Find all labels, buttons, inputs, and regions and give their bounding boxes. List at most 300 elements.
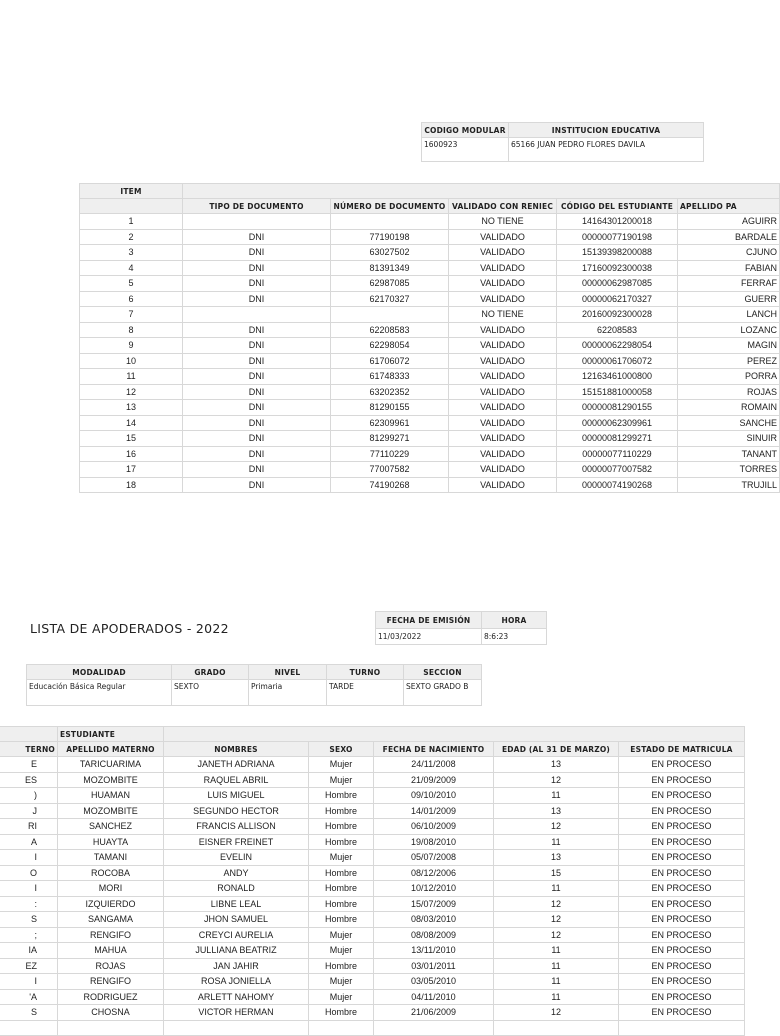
apellido-paterno-cell: ;: [0, 927, 58, 943]
nombres-cell: CREYCI AURELIA: [164, 927, 309, 943]
modalidad-header: MODALIDAD: [27, 665, 172, 680]
validado-reniec-cell: VALIDADO: [449, 229, 557, 245]
col-apellido-materno: APELLIDO MATERNO: [58, 742, 164, 757]
nombres-cell: ROSA JONIELLA: [164, 974, 309, 990]
apellido-materno-cell: IZQUIERDO: [58, 896, 164, 912]
sexo-cell: [309, 1020, 374, 1036]
item-cell: 18: [80, 477, 183, 493]
table-row: [0, 865, 745, 881]
apellido-paterno-cell: LANCH: [678, 307, 780, 323]
fecha-nacimiento-cell: 08/12/2006: [374, 865, 494, 881]
validado-reniec-cell: VALIDADO: [449, 477, 557, 493]
apellido-materno-cell: [58, 1020, 164, 1036]
tipo-documento-cell: DNI: [183, 229, 331, 245]
tipo-documento-cell: [183, 214, 331, 230]
sexo-cell: Hombre: [309, 881, 374, 897]
validado-reniec-cell: VALIDADO: [449, 322, 557, 338]
estado-matricula-cell: EN PROCESO: [619, 974, 745, 990]
fecha-nacimiento-cell: [374, 1020, 494, 1036]
sexo-cell: Hombre: [309, 912, 374, 928]
apellido-materno-cell: MORI: [58, 881, 164, 897]
nivel-header: NIVEL: [249, 665, 327, 680]
apellido-paterno-cell: ): [0, 788, 58, 804]
hora-header: HORA: [482, 612, 547, 629]
table-row: [80, 322, 780, 338]
sexo-cell: Mujer: [309, 989, 374, 1005]
apellido-paterno-cell: TORRES: [678, 462, 780, 478]
fecha-nacimiento-cell: 21/09/2009: [374, 772, 494, 788]
table-row: [0, 850, 745, 866]
sexo-cell: Hombre: [309, 819, 374, 835]
sexo-cell: Hombre: [309, 958, 374, 974]
codigo-estudiante-cell: 14164301200018: [557, 214, 678, 230]
validado-reniec-cell: VALIDADO: [449, 291, 557, 307]
apellido-paterno-cell: MAGIN: [678, 338, 780, 354]
validado-reniec-cell: NO TIENE: [449, 214, 557, 230]
page-title: LISTA DE APODERADOS - 2022: [30, 621, 229, 636]
nombres-cell: JANETH ADRIANA: [164, 757, 309, 773]
table-row: [80, 477, 780, 493]
details-table-clip: [0, 726, 768, 1024]
table-row: [80, 462, 780, 478]
validado-reniec-cell: VALIDADO: [449, 431, 557, 447]
codigo-modular-header: CODIGO MODULAR: [422, 123, 509, 138]
table-row: [80, 384, 780, 400]
table-row: [0, 788, 745, 804]
item-subheader: [80, 199, 183, 214]
estado-matricula-cell: EN PROCESO: [619, 927, 745, 943]
apellido-materno-cell: SANGAMA: [58, 912, 164, 928]
turno-header: TURNO: [327, 665, 404, 680]
codigo-estudiante-cell: 17160092300038: [557, 260, 678, 276]
table-row: [80, 446, 780, 462]
edad-cell: 11: [494, 788, 619, 804]
table-row: [0, 1005, 745, 1021]
institucion-header: INSTITUCION EDUCATIVA: [509, 123, 704, 138]
col-fecha-nacimiento: FECHA DE NACIMIENTO: [374, 742, 494, 757]
tipo-documento-cell: DNI: [183, 338, 331, 354]
estado-matricula-cell: EN PROCESO: [619, 881, 745, 897]
nombres-cell: VICTOR HERMAN: [164, 1005, 309, 1021]
details-header-left-spacer: [0, 727, 58, 742]
codigo-estudiante-cell: 00000081290155: [557, 400, 678, 416]
codigo-estudiante-cell: 00000074190268: [557, 477, 678, 493]
estado-matricula-cell: EN PROCESO: [619, 803, 745, 819]
estado-matricula-cell: EN PROCESO: [619, 772, 745, 788]
apellido-materno-cell: TARICUARIMA: [58, 757, 164, 773]
fecha-nacimiento-cell: 24/11/2008: [374, 757, 494, 773]
estado-matricula-cell: EN PROCESO: [619, 757, 745, 773]
table-row: [80, 338, 780, 354]
tipo-documento-cell: DNI: [183, 431, 331, 447]
codigo-estudiante-cell: 00000062298054: [557, 338, 678, 354]
grado-header: GRADO: [172, 665, 249, 680]
validado-reniec-cell: VALIDADO: [449, 446, 557, 462]
col-sexo: SEXO: [309, 742, 374, 757]
nombres-cell: EISNER FREINET: [164, 834, 309, 850]
apellido-materno-cell: HUAMAN: [58, 788, 164, 804]
fecha-nacimiento-cell: 08/03/2010: [374, 912, 494, 928]
fecha-nacimiento-cell: 06/10/2009: [374, 819, 494, 835]
apellido-materno-cell: MAHUA: [58, 943, 164, 959]
item-cell: 4: [80, 260, 183, 276]
col-estado-matricula: ESTADO DE MATRICULA: [619, 742, 745, 757]
tipo-documento-cell: DNI: [183, 353, 331, 369]
institution-table: [421, 122, 704, 162]
fecha-nacimiento-cell: 14/01/2009: [374, 803, 494, 819]
nombres-cell: ARLETT NAHOMY: [164, 989, 309, 1005]
numero-documento-cell: 62987085: [331, 276, 449, 292]
validado-reniec-cell: VALIDADO: [449, 353, 557, 369]
apellido-materno-cell: MOZOMBITE: [58, 772, 164, 788]
details-header-right-spacer: [164, 727, 745, 742]
table-row: [80, 431, 780, 447]
apellido-materno-cell: RODRIGUEZ: [58, 989, 164, 1005]
numero-documento-cell: 81299271: [331, 431, 449, 447]
item-cell: 11: [80, 369, 183, 385]
item-cell: 13: [80, 400, 183, 416]
numero-documento-cell: 81391349: [331, 260, 449, 276]
validado-reniec-cell: VALIDADO: [449, 462, 557, 478]
item-cell: 16: [80, 446, 183, 462]
sexo-cell: Mujer: [309, 757, 374, 773]
estado-matricula-cell: EN PROCESO: [619, 912, 745, 928]
apellido-paterno-cell: RI: [0, 819, 58, 835]
nivel-value: Primaria: [249, 680, 327, 706]
table-row: [0, 974, 745, 990]
codigo-estudiante-cell: 00000077110229: [557, 446, 678, 462]
tipo-documento-cell: DNI: [183, 245, 331, 261]
tipo-documento-cell: DNI: [183, 400, 331, 416]
table-row: [80, 276, 780, 292]
numero-documento-cell: 62309961: [331, 415, 449, 431]
col-validado-reniec: VALIDADO CON RENIEC: [449, 199, 557, 214]
level-table: [26, 664, 482, 706]
edad-cell: 12: [494, 927, 619, 943]
fecha-emision-header: FECHA DE EMISIÓN: [376, 612, 482, 629]
edad-cell: 15: [494, 865, 619, 881]
modalidad-value: Educación Básica Regular: [27, 680, 172, 706]
sexo-cell: Hombre: [309, 788, 374, 804]
numero-documento-cell: [331, 307, 449, 323]
edad-cell: 12: [494, 912, 619, 928]
col-edad: EDAD (AL 31 DE MARZO): [494, 742, 619, 757]
fecha-nacimiento-cell: 21/06/2009: [374, 1005, 494, 1021]
students-header-spacer: [183, 184, 780, 199]
edad-cell: [494, 1020, 619, 1036]
table-row: [80, 291, 780, 307]
apellido-paterno-cell: :: [0, 896, 58, 912]
apellido-materno-cell: ROCOBA: [58, 865, 164, 881]
fecha-nacimiento-cell: 15/07/2009: [374, 896, 494, 912]
edad-cell: 12: [494, 1005, 619, 1021]
apellido-paterno-cell: ES: [0, 772, 58, 788]
apellido-paterno-cell: EZ: [0, 958, 58, 974]
students-table-clip: [79, 183, 777, 495]
tipo-documento-cell: DNI: [183, 477, 331, 493]
validado-reniec-cell: VALIDADO: [449, 369, 557, 385]
table-row: [0, 772, 745, 788]
sexo-cell: Hombre: [309, 1005, 374, 1021]
apellido-materno-cell: RENGIFO: [58, 927, 164, 943]
codigo-modular-value: 1600923: [422, 138, 509, 162]
apellido-paterno-cell: S: [0, 1005, 58, 1021]
validado-reniec-cell: VALIDADO: [449, 276, 557, 292]
table-row: [80, 400, 780, 416]
codigo-estudiante-cell: 62208583: [557, 322, 678, 338]
apellido-paterno-cell: I: [0, 881, 58, 897]
sexo-cell: Mujer: [309, 943, 374, 959]
validado-reniec-cell: VALIDADO: [449, 415, 557, 431]
sexo-cell: Hombre: [309, 865, 374, 881]
col-apellido-paterno: APELLIDO PA: [678, 199, 780, 214]
table-row: [0, 943, 745, 959]
emission-table: [375, 611, 547, 645]
col-nombres: NOMBRES: [164, 742, 309, 757]
table-row: [0, 819, 745, 835]
fecha-nacimiento-cell: 09/10/2010: [374, 788, 494, 804]
table-row: [0, 803, 745, 819]
item-cell: 8: [80, 322, 183, 338]
table-row: [80, 245, 780, 261]
validado-reniec-cell: VALIDADO: [449, 260, 557, 276]
numero-documento-cell: 63027502: [331, 245, 449, 261]
estado-matricula-cell: EN PROCESO: [619, 943, 745, 959]
sexo-cell: Mujer: [309, 772, 374, 788]
item-cell: 5: [80, 276, 183, 292]
fecha-nacimiento-cell: 03/05/2010: [374, 974, 494, 990]
numero-documento-cell: 62298054: [331, 338, 449, 354]
codigo-estudiante-cell: 00000062170327: [557, 291, 678, 307]
apellido-paterno-cell: BARDALE: [678, 229, 780, 245]
sexo-cell: Hombre: [309, 896, 374, 912]
apellido-paterno-cell: ROJAS: [678, 384, 780, 400]
sexo-cell: Mujer: [309, 974, 374, 990]
nombres-cell: SEGUNDO HECTOR: [164, 803, 309, 819]
nombres-cell: JULLIANA BEATRIZ: [164, 943, 309, 959]
apellido-paterno-cell: FERRAF: [678, 276, 780, 292]
tipo-documento-cell: DNI: [183, 369, 331, 385]
table-row: [80, 260, 780, 276]
fecha-nacimiento-cell: 04/11/2010: [374, 989, 494, 1005]
edad-cell: 13: [494, 803, 619, 819]
tipo-documento-cell: DNI: [183, 446, 331, 462]
nombres-cell: RAQUEL ABRIL: [164, 772, 309, 788]
sexo-cell: Hombre: [309, 834, 374, 850]
institucion-value: 65166 JUAN PEDRO FLORES DAVILA: [509, 138, 704, 162]
apellido-paterno-cell: I: [0, 974, 58, 990]
table-row: [0, 912, 745, 928]
codigo-estudiante-cell: 15139398200088: [557, 245, 678, 261]
apellido-paterno-cell: A: [0, 834, 58, 850]
table-row: [80, 353, 780, 369]
table-row: [0, 896, 745, 912]
estado-matricula-cell: EN PROCESO: [619, 989, 745, 1005]
edad-cell: 12: [494, 896, 619, 912]
table-row: [80, 307, 780, 323]
table-row: [80, 214, 780, 230]
numero-documento-cell: 62170327: [331, 291, 449, 307]
item-cell: 7: [80, 307, 183, 323]
table-row: [0, 989, 745, 1005]
apellido-materno-cell: CHOSNA: [58, 1005, 164, 1021]
fecha-nacimiento-cell: 19/08/2010: [374, 834, 494, 850]
numero-documento-cell: 61748333: [331, 369, 449, 385]
edad-cell: 13: [494, 757, 619, 773]
table-row: [80, 369, 780, 385]
tipo-documento-cell: DNI: [183, 322, 331, 338]
nombres-cell: [164, 1020, 309, 1036]
apellido-paterno-cell: CJUNO: [678, 245, 780, 261]
validado-reniec-cell: VALIDADO: [449, 245, 557, 261]
apellido-paterno-cell: IA: [0, 943, 58, 959]
edad-cell: 11: [494, 989, 619, 1005]
codigo-estudiante-cell: 00000061706072: [557, 353, 678, 369]
details-table: [0, 726, 745, 1036]
numero-documento-cell: 74190268: [331, 477, 449, 493]
validado-reniec-cell: VALIDADO: [449, 384, 557, 400]
estado-matricula-cell: [619, 1020, 745, 1036]
edad-cell: 11: [494, 834, 619, 850]
apellido-materno-cell: MOZOMBITE: [58, 803, 164, 819]
nombres-cell: EVELIN: [164, 850, 309, 866]
apellido-paterno-cell: [0, 1020, 58, 1036]
table-row: [0, 1020, 745, 1036]
numero-documento-cell: 62208583: [331, 322, 449, 338]
apellido-paterno-cell: E: [0, 757, 58, 773]
apellido-paterno-cell: AGUIRR: [678, 214, 780, 230]
numero-documento-cell: [331, 214, 449, 230]
col-apellido-paterno-partial: TERNO: [0, 742, 58, 757]
estado-matricula-cell: EN PROCESO: [619, 834, 745, 850]
edad-cell: 13: [494, 850, 619, 866]
item-cell: 2: [80, 229, 183, 245]
fecha-nacimiento-cell: 08/08/2009: [374, 927, 494, 943]
table-row: [80, 415, 780, 431]
apellido-paterno-cell: PEREZ: [678, 353, 780, 369]
estado-matricula-cell: EN PROCESO: [619, 896, 745, 912]
col-tipo-documento: TIPO DE DOCUMENTO: [183, 199, 331, 214]
validado-reniec-cell: VALIDADO: [449, 400, 557, 416]
tipo-documento-cell: DNI: [183, 384, 331, 400]
apellido-materno-cell: TAMANI: [58, 850, 164, 866]
col-numero-documento: NÚMERO DE DOCUMENTO: [331, 199, 449, 214]
apellido-materno-cell: HUAYTA: [58, 834, 164, 850]
item-cell: 1: [80, 214, 183, 230]
nombres-cell: LUIS MIGUEL: [164, 788, 309, 804]
tipo-documento-cell: DNI: [183, 276, 331, 292]
students-table: [79, 183, 780, 493]
item-cell: 17: [80, 462, 183, 478]
item-header: ITEM: [80, 184, 183, 199]
item-cell: 3: [80, 245, 183, 261]
estado-matricula-cell: EN PROCESO: [619, 865, 745, 881]
codigo-estudiante-cell: 20160092300028: [557, 307, 678, 323]
edad-cell: 12: [494, 819, 619, 835]
apellido-paterno-cell: PORRA: [678, 369, 780, 385]
codigo-estudiante-cell: 00000062987085: [557, 276, 678, 292]
edad-cell: 11: [494, 958, 619, 974]
codigo-estudiante-cell: 00000077007582: [557, 462, 678, 478]
edad-cell: 11: [494, 943, 619, 959]
tipo-documento-cell: DNI: [183, 462, 331, 478]
apellido-paterno-cell: SINUIR: [678, 431, 780, 447]
nombres-cell: JHON SAMUEL: [164, 912, 309, 928]
sexo-cell: Hombre: [309, 803, 374, 819]
apellido-materno-cell: RENGIFO: [58, 974, 164, 990]
item-cell: 14: [80, 415, 183, 431]
table-row: [0, 757, 745, 773]
apellido-paterno-cell: SANCHE: [678, 415, 780, 431]
codigo-estudiante-cell: 15151881000058: [557, 384, 678, 400]
apellido-paterno-cell: J: [0, 803, 58, 819]
table-row: [0, 958, 745, 974]
sexo-cell: Mujer: [309, 850, 374, 866]
numero-documento-cell: 63202352: [331, 384, 449, 400]
item-cell: 15: [80, 431, 183, 447]
estado-matricula-cell: EN PROCESO: [619, 1005, 745, 1021]
apellido-paterno-cell: O: [0, 865, 58, 881]
tipo-documento-cell: [183, 307, 331, 323]
item-cell: 9: [80, 338, 183, 354]
apellido-paterno-cell: 'A: [0, 989, 58, 1005]
apellido-paterno-cell: TRUJILL: [678, 477, 780, 493]
estado-matricula-cell: EN PROCESO: [619, 819, 745, 835]
nombres-cell: ANDY: [164, 865, 309, 881]
edad-cell: 11: [494, 881, 619, 897]
table-row: [80, 229, 780, 245]
apellido-paterno-cell: S: [0, 912, 58, 928]
fecha-nacimiento-cell: 03/01/2011: [374, 958, 494, 974]
validado-reniec-cell: VALIDADO: [449, 338, 557, 354]
fecha-emision-value: 11/03/2022: [376, 629, 482, 645]
apellido-paterno-cell: TANANT: [678, 446, 780, 462]
apellido-materno-cell: ROJAS: [58, 958, 164, 974]
nombres-cell: LIBNE LEAL: [164, 896, 309, 912]
col-codigo-estudiante: CÓDIGO DEL ESTUDIANTE: [557, 199, 678, 214]
codigo-estudiante-cell: 00000081299271: [557, 431, 678, 447]
apellido-paterno-cell: GUERR: [678, 291, 780, 307]
numero-documento-cell: 77110229: [331, 446, 449, 462]
table-row: [0, 927, 745, 943]
estado-matricula-cell: EN PROCESO: [619, 850, 745, 866]
codigo-estudiante-cell: 00000077190198: [557, 229, 678, 245]
estado-matricula-cell: EN PROCESO: [619, 788, 745, 804]
apellido-paterno-cell: LOZANC: [678, 322, 780, 338]
numero-documento-cell: 61706072: [331, 353, 449, 369]
apellido-paterno-cell: FABIAN: [678, 260, 780, 276]
edad-cell: 12: [494, 772, 619, 788]
validado-reniec-cell: NO TIENE: [449, 307, 557, 323]
tipo-documento-cell: DNI: [183, 260, 331, 276]
fecha-nacimiento-cell: 05/07/2008: [374, 850, 494, 866]
fecha-nacimiento-cell: 13/11/2010: [374, 943, 494, 959]
tipo-documento-cell: DNI: [183, 291, 331, 307]
nombres-cell: FRANCIS ALLISON: [164, 819, 309, 835]
nombres-cell: JAN JAHIR: [164, 958, 309, 974]
seccion-header: SECCION: [404, 665, 482, 680]
nombres-cell: RONALD: [164, 881, 309, 897]
sexo-cell: Mujer: [309, 927, 374, 943]
codigo-estudiante-cell: 00000062309961: [557, 415, 678, 431]
table-row: [0, 881, 745, 897]
tipo-documento-cell: DNI: [183, 415, 331, 431]
table-row: [0, 834, 745, 850]
item-cell: 12: [80, 384, 183, 400]
seccion-value: SEXTO GRADO B: [404, 680, 482, 706]
estado-matricula-cell: EN PROCESO: [619, 958, 745, 974]
apellido-materno-cell: SANCHEZ: [58, 819, 164, 835]
